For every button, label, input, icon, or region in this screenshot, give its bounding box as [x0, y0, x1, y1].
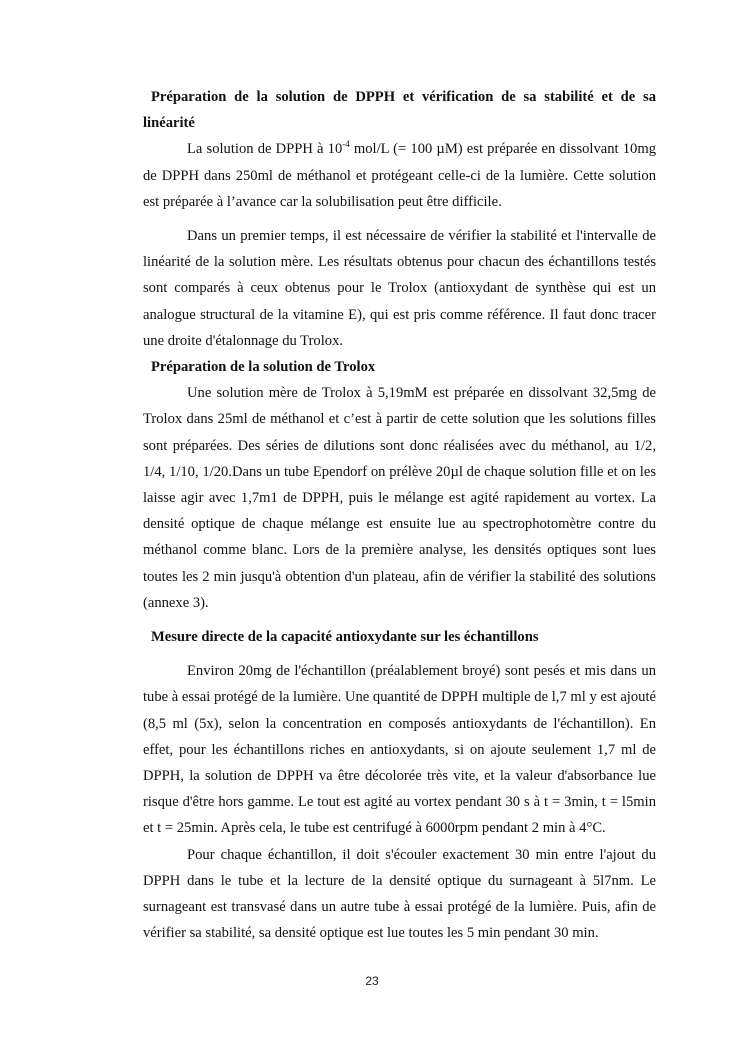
- paragraph-measurement: Environ 20mg de l'échantillon (préalablement broyé) sont pesés et mis dans un tube à essai protégé de la lumière. Une quantité de DPPH multiple de l,7 ml y est ajouté (8,5 ml (5x), selon la concentration en composés antioxydants de l'échantillon). En effet, pour les échantillons riches en antioxydants, si on ajoute seulement 1,7 ml de DPPH, la solution de DPPH va être décolorée très vite, et la valeur d'absorbance lue risque d'être hors gamme. Le tout est agité au vortex pendant 30 s à t = 3min, t = l5min et t = 25min. Après cela, le tube est centrifugé à 6000rpm pendant 2 min à 4°C.: [143, 663, 656, 837]
- exponent: -4: [342, 139, 350, 150]
- section-heading-trolox: Préparation de la solution de Trolox: [151, 359, 376, 376]
- dpph-text-start: La solution de DPPH à 10: [187, 141, 343, 158]
- paragraph-stability: Dans un premier temps, il est nécessaire de vérifier la stabilité et l'intervalle de linéarité de la solution mère. Les résultats obtenus pour chacun des échantillons testés sont comparés à ceux obtenus pour le Trolox (antioxydant de synthèse qui est un analogue structural de la vitamine E), qui est pris comme référence. Il faut donc tracer une droite d'étalonnage du Trolox.: [143, 228, 656, 349]
- section-heading-dpph: Préparation de la solution de DPPH et vérification de sa stabilité et de sa linéarité: [143, 89, 656, 132]
- paragraph-trolox: Une solution mère de Trolox à 5,19mM est préparée en dissolvant 32,5mg de Trolox dans 25ml de méthanol et c’est à partir de cette solution que les solutions filles sont préparées. Des séries de dilutions sont donc réalisées avec du méthanol, au 1/2, 1/4, 1/10, 1/20.Dans un tube Ependorf on prélève 20µl de chaque solution fille et on les laisse agir avec 1,7m1 de DPPH, puis le mélange est agité rapidement au vortex. La densité optique de chaque mélange est ensuite lue au spectrophotomètre contre du méthanol comme blanc. Lors de la première analyse, les densités optiques sont lues toutes les 2 min jusqu'à obtention d'un plateau, afin de vérifier la stabilité des solutions (annexe 3).: [143, 385, 656, 611]
- page-body: [143, 84, 656, 947]
- paragraph-timing: Pour chaque échantillon, il doit s'écouler exactement 30 min entre l'ajout du DPPH dans le tube et la lecture de la densité optique du surnageant à 5l7nm. Le surnageant est transvasé dans un autre tube à essai protégé de la lumière. Puis, afin de vérifier sa stabilité, sa densité optique est lue toutes les 5 min pendant 30 min.: [143, 846, 656, 942]
- section-heading-measurement: Mesure directe de la capacité antioxydante sur les échantillons: [151, 629, 539, 646]
- page-number: 23: [365, 974, 379, 988]
- dpph-text-end: mol/L (= 100 µM) est préparée en dissolvant 10mg de DPPH dans 250ml de méthanol et protégeant celle-ci de la lumière. Cette solution est préparée à l’avance car la solubilisation peut être difficile.: [143, 141, 656, 210]
- paragraph-dpph-preparation: [143, 136, 656, 215]
